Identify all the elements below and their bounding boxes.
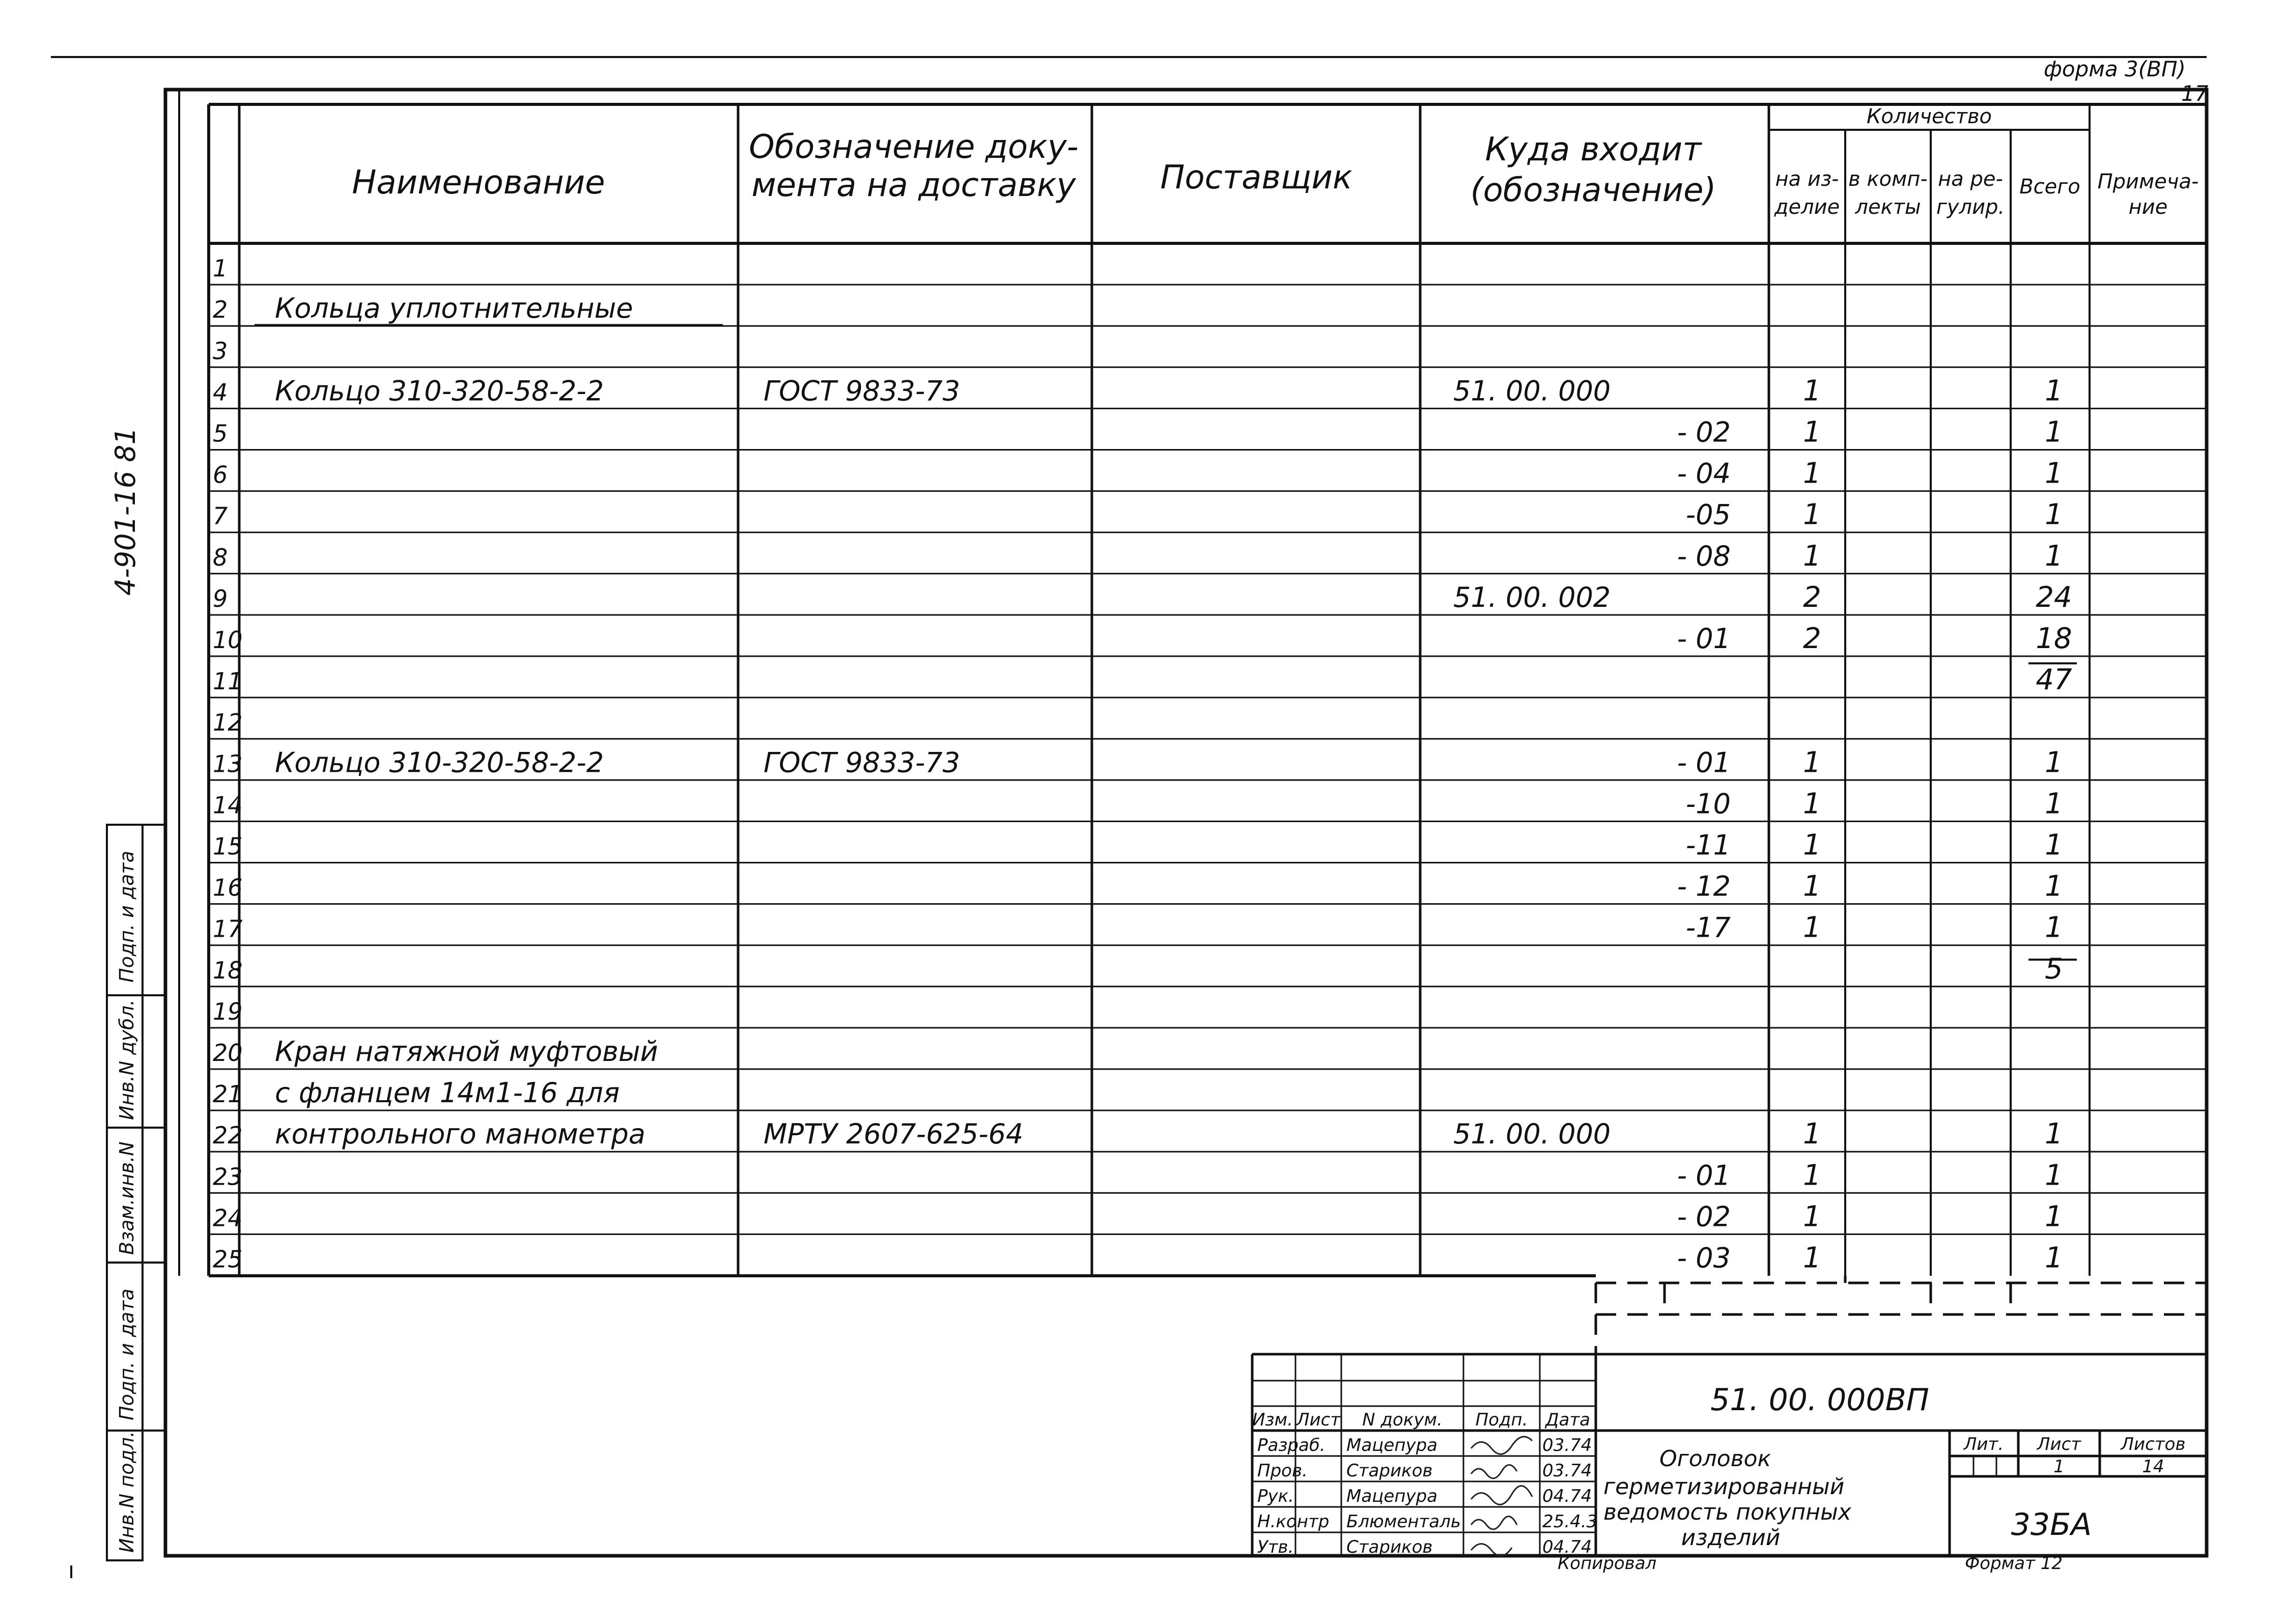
row-number: 22	[213, 1122, 243, 1150]
cell-total: 18	[2036, 622, 2072, 655]
tb-col-doc: N докум.	[1362, 1410, 1443, 1430]
header-per-item-line1: на из-	[1775, 167, 1839, 191]
cell-where: - 01	[1677, 1159, 1731, 1192]
cell-where: - 12	[1677, 870, 1731, 903]
cell-per-item: 1	[1803, 374, 1821, 408]
side-stamp-5: Инв.N подл.	[116, 1431, 138, 1553]
cell-where: 51. 00. 002	[1453, 581, 1611, 613]
cell-doc: МРТУ 2607-625-64	[764, 1118, 1024, 1151]
row-number: 18	[213, 956, 243, 984]
cell-where: - 03	[1677, 1242, 1731, 1274]
row-number: 15	[213, 832, 243, 860]
side-stamp-4: Подп. и дата	[116, 1289, 138, 1420]
header-doc-line1: Обозначение доку-	[749, 128, 1079, 166]
cell-doc: ГОСТ 9833-73	[764, 746, 961, 779]
side-stamp-1: Подп. и дата	[116, 851, 138, 983]
cell-name: Кран натяжной муфтовый	[275, 1035, 658, 1068]
table-row	[213, 709, 243, 736]
row-number: 8	[213, 543, 228, 571]
tb-sheet-label: Лист	[2037, 1434, 2081, 1454]
tb-sheets-label: Листов	[2121, 1434, 2186, 1454]
sheet-number-corner: 17	[2181, 81, 2209, 106]
cell-per-item: 1	[1803, 746, 1821, 779]
cell-per-item: 1	[1803, 911, 1821, 944]
tb-name-4: Блюменталь	[1346, 1511, 1461, 1532]
cell-per-item: 1	[1803, 870, 1821, 903]
cell-where: -05	[1685, 498, 1731, 531]
side-stamp-2: Инв.N дубл.	[116, 999, 138, 1120]
cell-name: Кольца уплотнительные	[275, 292, 633, 325]
cell-per-item: 1	[1803, 457, 1821, 490]
tb-col-date: Дата	[1545, 1410, 1591, 1430]
tb-org: 33БА	[2011, 1507, 2092, 1543]
row-number: 17	[213, 915, 243, 943]
header-quantity: Количество	[1866, 105, 1992, 128]
row-number: 10	[213, 626, 243, 654]
cell-where: -17	[1685, 911, 1731, 944]
row-number: 20	[213, 1039, 243, 1067]
cell-total: 1	[2045, 787, 2063, 821]
header-per-reg-line1: на ре-	[1938, 167, 2003, 191]
row-number: 7	[213, 502, 228, 530]
cell-where: -11	[1685, 829, 1731, 861]
row-number: 6	[213, 461, 228, 489]
tb-date-2: 03.74	[1542, 1461, 1592, 1481]
header-name: Наименование	[352, 164, 605, 202]
header-supplier: Поставщик	[1160, 159, 1352, 197]
table-row	[213, 255, 228, 282]
cell-per-item: 2	[1803, 580, 1821, 614]
cell-where: - 01	[1677, 746, 1731, 779]
tb-name-3: Мацепура	[1346, 1486, 1437, 1506]
header-where-line1: Куда входит	[1485, 131, 1702, 169]
doc-title-line3: ведомость покупных	[1603, 1499, 1851, 1525]
cell-name: Кольцо 310-320-58-2-2	[275, 746, 604, 779]
cell-total: 1	[2045, 828, 2063, 862]
cell-total: 1	[2045, 911, 2063, 944]
tb-copied: Копировал	[1558, 1553, 1657, 1574]
form-label: форма 3(ВП)	[2044, 57, 2186, 81]
cell-total: 47	[2036, 663, 2072, 697]
cell-total: 1	[2045, 1241, 2063, 1275]
header-total: Всего	[2019, 175, 2080, 199]
cell-per-item: 1	[1803, 1200, 1821, 1234]
tb-format: Формат 12	[1965, 1553, 2063, 1574]
row-number: 14	[213, 791, 243, 819]
tb-date-4: 25.4.3	[1542, 1511, 1598, 1532]
row-number: 3	[213, 337, 228, 365]
table-row	[213, 337, 228, 365]
tb-sheets-value: 14	[2142, 1457, 2164, 1477]
row-number: 11	[213, 667, 243, 695]
table-row	[213, 292, 633, 324]
tb-col-list: Лист	[1296, 1410, 1341, 1430]
cell-total: 1	[2045, 1159, 2063, 1192]
tb-name-2: Стариков	[1346, 1461, 1433, 1481]
tb-role-3: Рук.	[1257, 1486, 1294, 1506]
cell-where: 51. 00. 000	[1453, 1118, 1611, 1151]
cell-per-item: 1	[1803, 1159, 1821, 1192]
cell-per-item: 1	[1803, 1241, 1821, 1275]
cell-where: 51. 00. 000	[1453, 375, 1611, 407]
cell-total: 24	[2036, 580, 2072, 614]
tb-name-5: Стариков	[1346, 1537, 1433, 1557]
row-number: 5	[213, 419, 228, 447]
tb-date-3: 04.74	[1542, 1486, 1592, 1506]
row-number: 23	[213, 1163, 243, 1191]
cell-total: 1	[2045, 415, 2063, 449]
tb-date-5: 04.74	[1542, 1537, 1592, 1557]
cell-per-item: 1	[1803, 828, 1821, 862]
cell-total: 1	[2045, 1117, 2063, 1151]
cell-total: 1	[2045, 498, 2063, 531]
cell-total: 1	[2045, 539, 2063, 573]
row-number: 25	[213, 1245, 243, 1273]
cell-where: -10	[1685, 788, 1731, 820]
cell-total: 1	[2045, 457, 2063, 490]
cell-total: 5	[2045, 952, 2063, 986]
row-number: 16	[213, 874, 243, 902]
tb-col-izm: Изм.	[1252, 1410, 1293, 1430]
cell-name: контрольного манометра	[275, 1118, 645, 1151]
cell-total: 1	[2045, 1200, 2063, 1234]
tb-sheet-value: 1	[2053, 1457, 2065, 1477]
cell-per-item: 1	[1803, 498, 1821, 531]
row-number: 12	[213, 709, 243, 737]
tb-col-sign: Подп.	[1475, 1410, 1528, 1430]
cell-where: - 01	[1677, 623, 1731, 655]
tb-name-1: Мацепура	[1346, 1435, 1437, 1455]
doc-title-line2: герметизированный	[1603, 1474, 1845, 1500]
side-code: 4-901-16 81	[109, 427, 142, 596]
row-number: 1	[213, 255, 228, 283]
cell-where: - 02	[1677, 1200, 1731, 1233]
tb-date-1: 03.74	[1542, 1435, 1592, 1455]
cell-name: с фланцем 14м1-16 для	[275, 1077, 620, 1109]
row-number: 2	[213, 296, 228, 324]
row-number: 24	[213, 1204, 243, 1232]
cell-name: Кольцо 310-320-58-2-2	[275, 375, 604, 407]
header-per-reg-line2: гулир.	[1936, 195, 2005, 219]
cell-where: - 08	[1677, 540, 1731, 572]
tb-role-4: Н.контр	[1257, 1511, 1330, 1532]
cell-total: 1	[2045, 870, 2063, 903]
row-number: 9	[213, 584, 228, 612]
side-stamp-3: Взам.инв.N	[116, 1141, 138, 1255]
cell-per-item: 1	[1803, 539, 1821, 573]
header-per-kit-line2: лекты	[1855, 195, 1921, 219]
header-where-line2: (обозначение)	[1470, 172, 1716, 209]
header-per-item-line2: делие	[1774, 195, 1840, 219]
doc-title-line1: Оголовок	[1659, 1446, 1771, 1472]
doc-title-line4: изделий	[1681, 1525, 1781, 1551]
cell-total: 1	[2045, 746, 2063, 779]
row-number: 21	[213, 1080, 243, 1108]
tb-lit-label: Лит.	[1963, 1434, 2004, 1454]
row-number: 4	[213, 378, 228, 406]
cell-per-item: 1	[1803, 787, 1821, 821]
table-row	[213, 998, 243, 1025]
header-doc-line2: мента на доставку	[751, 166, 1076, 204]
cell-per-item: 1	[1803, 415, 1821, 449]
header-per-kit-line1: в комп-	[1848, 167, 1928, 191]
cell-total: 1	[2045, 374, 2063, 408]
cell-per-item: 1	[1803, 1117, 1821, 1151]
cell-where: - 02	[1677, 416, 1731, 449]
header-note-line2: ние	[2128, 195, 2168, 219]
table-row	[213, 1035, 658, 1068]
row-number: 19	[213, 997, 243, 1025]
title-designation: 51. 00. 000ВП	[1710, 1382, 1929, 1418]
cell-per-item: 2	[1803, 622, 1821, 655]
tb-role-5: Утв.	[1257, 1537, 1294, 1557]
tb-role-1: Разраб.	[1257, 1435, 1326, 1455]
cell-doc: ГОСТ 9833-73	[764, 375, 961, 407]
tb-role-2: Пров.	[1257, 1461, 1308, 1481]
cell-where: - 04	[1677, 457, 1731, 490]
row-number: 13	[213, 750, 243, 778]
header-note-line1: Примеча-	[2097, 170, 2199, 193]
